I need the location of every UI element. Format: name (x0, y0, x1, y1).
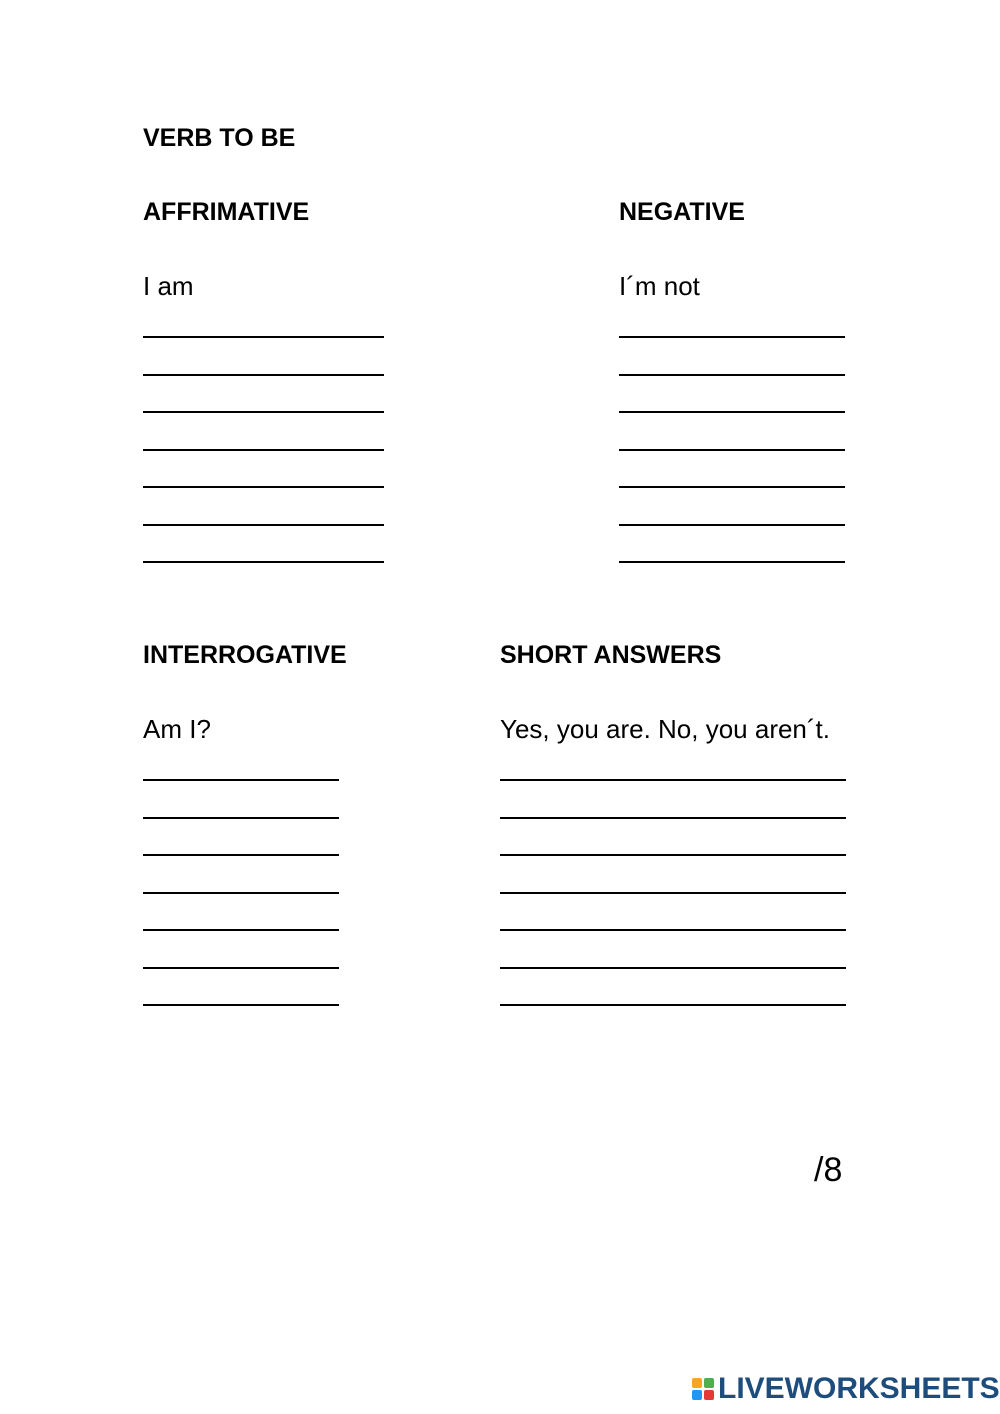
answer-blank-line[interactable] (619, 411, 845, 413)
answer-blank-line[interactable] (143, 779, 339, 781)
answer-blank-line[interactable] (143, 854, 339, 856)
worksheet-title: VERB TO BE (143, 124, 296, 152)
interrogative-answer-lines[interactable] (143, 743, 339, 1005)
negative-example: I´m not (619, 271, 700, 301)
answer-blank-line[interactable] (500, 892, 846, 894)
logo-icon-square (704, 1390, 714, 1400)
answer-blank-line[interactable] (143, 817, 339, 819)
answer-blank-line[interactable] (619, 336, 845, 338)
answer-blank-line[interactable] (143, 929, 339, 931)
affirmative-answer-lines[interactable] (143, 300, 384, 562)
answer-blank-line[interactable] (500, 817, 846, 819)
answer-blank-line[interactable] (143, 374, 384, 376)
short-answers-heading: SHORT ANSWERS (500, 641, 722, 669)
short-answers-example: Yes, you are. No, you aren´t. (500, 714, 831, 744)
score-total: /8 (814, 1151, 843, 1189)
answer-blank-line[interactable] (143, 561, 384, 563)
answer-blank-line[interactable] (500, 1004, 846, 1006)
short-answers-answer-lines[interactable] (500, 743, 846, 1005)
negative-heading: NEGATIVE (619, 198, 745, 226)
affirmative-example: I am (143, 271, 194, 301)
answer-blank-line[interactable] (500, 929, 846, 931)
interrogative-example: Am I? (143, 714, 211, 744)
affirmative-heading: AFFRIMATIVE (143, 198, 310, 226)
liveworksheets-logo (692, 1372, 1000, 1406)
logo-icon-square (692, 1390, 702, 1400)
logo-icon-square (704, 1378, 714, 1388)
answer-blank-line[interactable] (143, 967, 339, 969)
interrogative-heading: INTERROGATIVE (143, 641, 347, 669)
negative-answer-lines[interactable] (619, 300, 845, 562)
logo-icon-square (692, 1378, 702, 1388)
answer-blank-line[interactable] (619, 374, 845, 376)
answer-blank-line[interactable] (143, 336, 384, 338)
liveworksheets-logo-icon (692, 1378, 714, 1400)
answer-blank-line[interactable] (143, 524, 384, 526)
logo-text: LIVEWORKSHEETS (718, 1372, 1000, 1405)
answer-blank-line[interactable] (500, 854, 846, 856)
answer-blank-line[interactable] (619, 561, 845, 563)
answer-blank-line[interactable] (619, 486, 845, 488)
answer-blank-line[interactable] (619, 449, 845, 451)
answer-blank-line[interactable] (143, 1004, 339, 1006)
answer-blank-line[interactable] (143, 486, 384, 488)
answer-blank-line[interactable] (143, 449, 384, 451)
answer-blank-line[interactable] (143, 892, 339, 894)
answer-blank-line[interactable] (500, 779, 846, 781)
answer-blank-line[interactable] (143, 411, 384, 413)
answer-blank-line[interactable] (619, 524, 845, 526)
answer-blank-line[interactable] (500, 967, 846, 969)
